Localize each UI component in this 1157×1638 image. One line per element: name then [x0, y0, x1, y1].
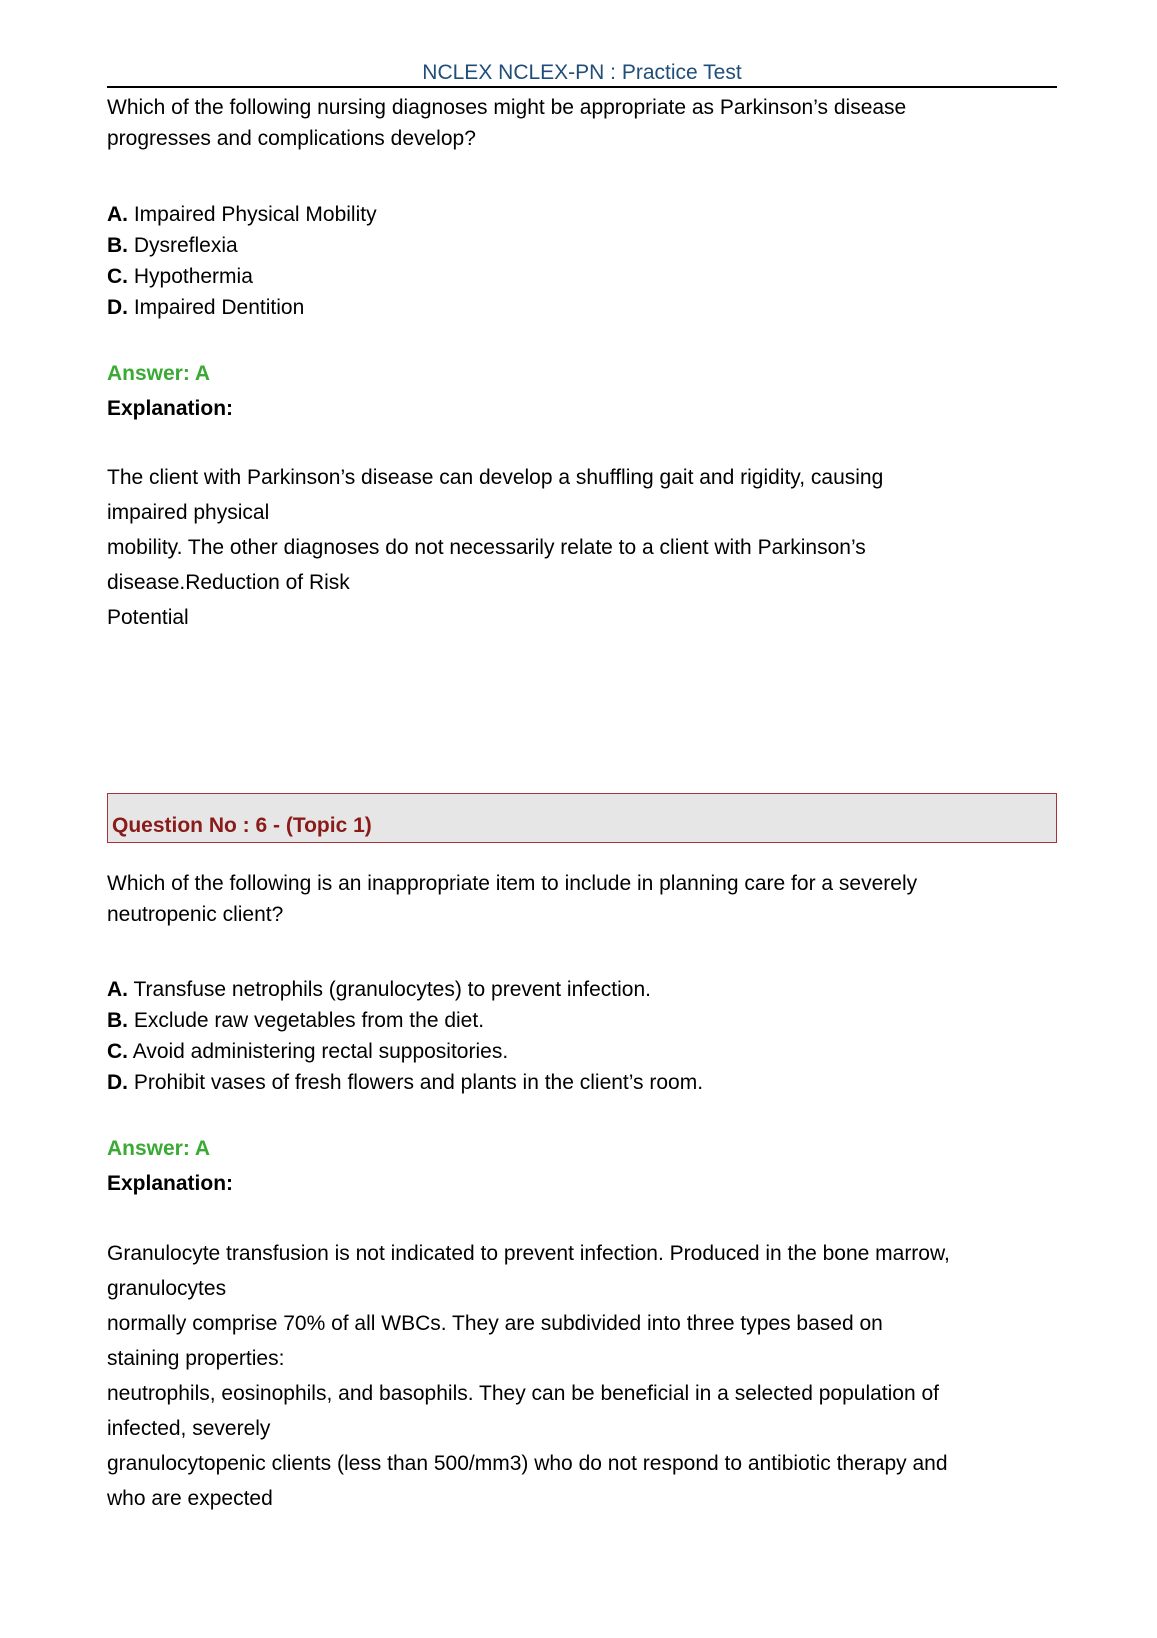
- q5-explanation: [107, 460, 1057, 635]
- q6-explanation-label: Explanation:: [107, 1172, 234, 1195]
- explanation-line: disease.Reduction of Risk: [107, 571, 350, 594]
- option-letter: D.: [107, 1071, 128, 1094]
- q6-explanation: [107, 1236, 1057, 1516]
- option-letter: B.: [107, 234, 128, 257]
- q5-option-b: [107, 230, 1057, 261]
- option-text: Hypothermia: [133, 265, 253, 288]
- option-letter: D.: [107, 296, 128, 319]
- option-letter: C.: [107, 265, 128, 288]
- q5-question: [107, 92, 1057, 154]
- q6-question-line: Which of the following is an inappropriate item to include in planning care for a severely: [107, 872, 918, 895]
- option-text: Exclude raw vegetables from the diet.: [133, 1009, 485, 1032]
- q6-option-b: [107, 1005, 1057, 1036]
- q6-question-line: neutropenic client?: [107, 903, 284, 926]
- option-letter: B.: [107, 1009, 128, 1032]
- explanation-line: normally comprise 70% of all WBCs. They are subdivided into three types based on: [107, 1312, 883, 1335]
- question-heading: Question No : 6 - (Topic 1): [112, 814, 372, 837]
- q5-options: [107, 199, 1057, 323]
- q5-question-line: progresses and complications develop?: [107, 127, 476, 150]
- question-heading-box: [107, 793, 1057, 843]
- explanation-line: neutrophils, eosinophils, and basophils. They can be beneficial in a selected population of: [107, 1382, 940, 1405]
- option-text: Dysreflexia: [133, 234, 238, 257]
- q5-option-d: [107, 292, 1057, 323]
- explanation-line: impaired physical: [107, 501, 270, 524]
- option-text: Impaired Physical Mobility: [133, 203, 377, 226]
- q5-question-line: Which of the following nursing diagnoses might be appropriate as Parkinson’s disease: [107, 96, 907, 119]
- q5-explanation-label: Explanation:: [107, 397, 234, 420]
- option-text: Avoid administering rectal suppositories.: [132, 1040, 509, 1063]
- option-text: Transfuse netrophils (granulocytes) to prevent infection.: [133, 978, 651, 1001]
- header-title: NCLEX NCLEX-PN : Practice Test: [422, 61, 742, 84]
- explanation-line: The client with Parkinson’s disease can develop a shuffling gait and rigidity, causing: [107, 466, 884, 489]
- q6-option-c: [107, 1036, 1057, 1067]
- q6-option-a: [107, 974, 1057, 1005]
- explanation-line: granulocytes: [107, 1277, 227, 1300]
- q5-option-c: [107, 261, 1057, 292]
- q6-option-d: [107, 1067, 1057, 1098]
- option-letter: C.: [107, 1040, 128, 1063]
- explanation-line: infected, severely: [107, 1417, 271, 1440]
- option-text: Prohibit vases of fresh flowers and plants in the client’s room.: [133, 1071, 704, 1094]
- explanation-line: Granulocyte transfusion is not indicated to prevent infection. Produced in the bone marrow,: [107, 1242, 950, 1265]
- option-text: Impaired Dentition: [133, 296, 305, 319]
- q6-answer: Answer: A: [107, 1137, 211, 1160]
- explanation-line: Potential: [107, 606, 189, 629]
- q5-answer: Answer: A: [107, 362, 211, 385]
- option-letter: A.: [107, 978, 128, 1001]
- explanation-line: mobility. The other diagnoses do not necessarily relate to a client with Parkinson’s: [107, 536, 866, 559]
- explanation-line: who are expected: [107, 1487, 273, 1510]
- q6-question: [107, 868, 1057, 930]
- q5-option-a: [107, 199, 1057, 230]
- q6-options: [107, 974, 1057, 1098]
- page-header: [107, 60, 1057, 88]
- option-letter: A.: [107, 203, 128, 226]
- explanation-line: granulocytopenic clients (less than 500/mm3) who do not respond to antibiotic therapy and: [107, 1452, 948, 1475]
- explanation-line: staining properties:: [107, 1347, 285, 1370]
